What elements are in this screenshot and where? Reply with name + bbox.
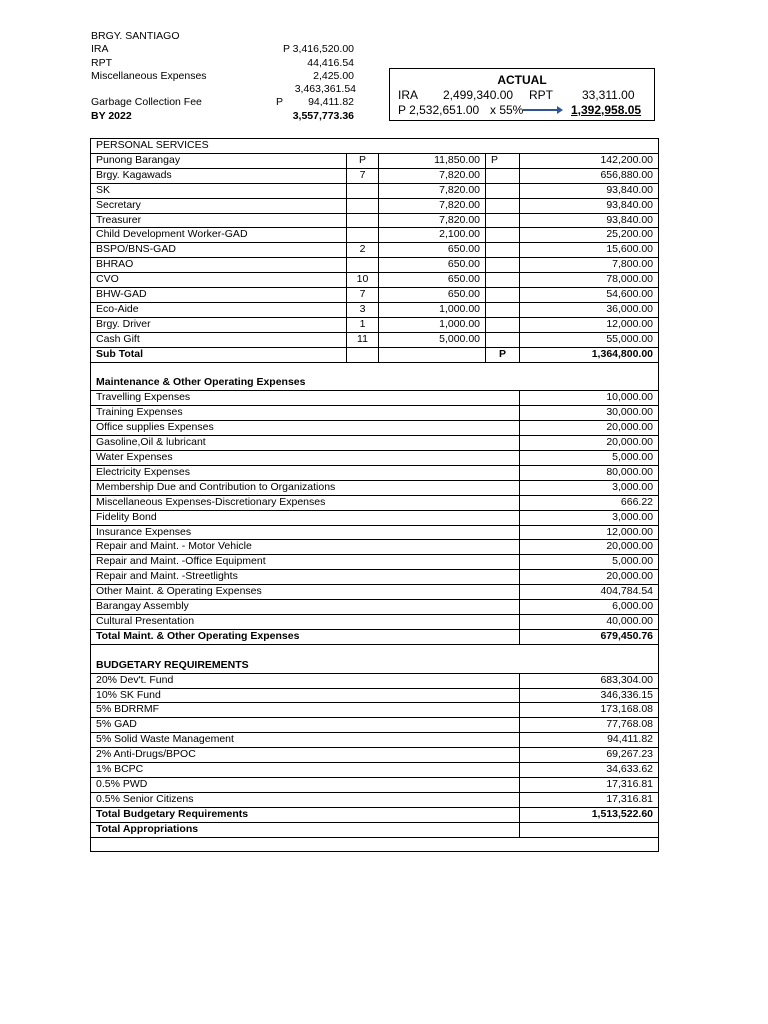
item-amount: 17,316.81 <box>520 792 659 807</box>
item-amount: 93,840.00 <box>520 183 659 198</box>
item-amount: 6,000.00 <box>520 600 659 615</box>
table-row <box>91 465 659 480</box>
item-amount: 656,880.00 <box>520 168 659 183</box>
table-row <box>91 733 659 748</box>
item-rate: 5,000.00 <box>379 332 486 347</box>
item-amount: 77,768.08 <box>520 718 659 733</box>
item-amount: 55,000.00 <box>520 332 659 347</box>
item-rate: 7,820.00 <box>379 168 486 183</box>
item-amount: 20,000.00 <box>520 540 659 555</box>
section-header-mooe <box>91 376 659 390</box>
item-name: Training Expenses <box>91 406 520 421</box>
appropriations-value <box>520 822 659 837</box>
item-amount: 3,000.00 <box>520 480 659 495</box>
item-amount: 36,000.00 <box>520 302 659 317</box>
item-amount: 346,336.15 <box>520 688 659 703</box>
item-qty: 3 <box>347 302 379 317</box>
item-name: Electricity Expenses <box>91 465 520 480</box>
item-qty <box>347 258 379 273</box>
table-row <box>91 555 659 570</box>
item-amount: 12,000.00 <box>520 525 659 540</box>
item-name: Eco-Aide <box>91 302 347 317</box>
item-name: Punong Barangay <box>91 153 347 168</box>
item-name: 2% Anti-Drugs/BPOC <box>91 748 520 763</box>
item-peso <box>486 273 520 288</box>
item-amount: 93,840.00 <box>520 213 659 228</box>
item-qty <box>347 213 379 228</box>
blank-row <box>91 362 659 376</box>
table-row <box>91 495 659 510</box>
blank-cell <box>379 347 486 362</box>
item-amount: 3,000.00 <box>520 510 659 525</box>
item-peso <box>486 302 520 317</box>
item-qty: 10 <box>347 273 379 288</box>
item-qty: 11 <box>347 332 379 347</box>
actual-ira-value: 2,499,340.00 <box>443 88 514 102</box>
table-row <box>91 228 659 243</box>
item-name: Water Expenses <box>91 451 520 466</box>
item-name: Repair and Maint. -Streetlights <box>91 570 520 585</box>
section-header-label: Maintenance & Other Operating Expenses <box>91 376 520 390</box>
rpt-value: 44,416.54 <box>307 56 354 69</box>
table-row <box>91 540 659 555</box>
item-name: 20% Dev't. Fund <box>91 673 520 688</box>
item-name: Child Development Worker-GAD <box>91 228 347 243</box>
item-rate: 1,000.00 <box>379 317 486 332</box>
table-row <box>91 288 659 303</box>
item-amount: 666.22 <box>520 495 659 510</box>
item-amount: 78,000.00 <box>520 273 659 288</box>
item-rate: 7,820.00 <box>379 213 486 228</box>
table-row <box>91 258 659 273</box>
actual-result: 1,392,958.05 <box>571 103 642 117</box>
item-name: CVO <box>91 273 347 288</box>
blank-cell <box>91 362 520 376</box>
item-qty: 7 <box>347 168 379 183</box>
actual-title: ACTUAL <box>497 73 547 87</box>
blank-cell <box>91 644 520 658</box>
blank-cell <box>520 376 659 390</box>
item-amount: 30,000.00 <box>520 406 659 421</box>
table-row <box>91 168 659 183</box>
table-row <box>91 614 659 629</box>
item-qty: 2 <box>347 243 379 258</box>
item-name: Membership Due and Contribution to Organizations <box>91 480 520 495</box>
blank-cell <box>520 644 659 658</box>
blank-cell <box>520 362 659 376</box>
total-value: 1,513,522.60 <box>520 807 659 822</box>
table-row <box>91 198 659 213</box>
item-name: Gasoline,Oil & lubricant <box>91 436 520 451</box>
item-amount: 5,000.00 <box>520 451 659 466</box>
table-row <box>91 302 659 317</box>
table-row <box>91 718 659 733</box>
item-name: Cash Gift <box>91 332 347 347</box>
table-row <box>91 585 659 600</box>
garbage-prefix: P <box>276 96 284 109</box>
item-name: Fidelity Bond <box>91 510 520 525</box>
item-name: Travelling Expenses <box>91 391 520 406</box>
table-row <box>91 243 659 258</box>
misc-label: Miscellaneous Expenses <box>91 69 207 82</box>
item-name: 5% Solid Waste Management <box>91 733 520 748</box>
item-peso <box>486 228 520 243</box>
appropriations-row <box>91 822 659 837</box>
item-name: BHW-GAD <box>91 288 347 303</box>
item-name: Barangay Assembly <box>91 600 520 615</box>
rpt-label: RPT <box>91 56 112 69</box>
table-row <box>91 673 659 688</box>
item-amount: 15,600.00 <box>520 243 659 258</box>
item-rate: 650.00 <box>379 273 486 288</box>
table-row <box>91 777 659 792</box>
item-amount: 20,000.00 <box>520 570 659 585</box>
actual-total-value: P 2,532,651.00 <box>398 103 480 117</box>
brgy-name: BRGY. SANTIAGO <box>91 30 180 42</box>
item-amount: 7,800.00 <box>520 258 659 273</box>
actual-rpt-value: 33,311.00 <box>582 88 635 102</box>
item-peso <box>486 168 520 183</box>
blank-cell <box>520 659 659 673</box>
table-row <box>91 273 659 288</box>
item-peso <box>486 243 520 258</box>
item-amount: 93,840.00 <box>520 198 659 213</box>
item-amount: 12,000.00 <box>520 317 659 332</box>
item-rate: 2,100.00 <box>379 228 486 243</box>
item-rate: 650.00 <box>379 243 486 258</box>
item-name: Repair and Maint. - Motor Vehicle <box>91 540 520 555</box>
item-amount: 20,000.00 <box>520 436 659 451</box>
item-peso <box>486 317 520 332</box>
item-name: Cultural Presentation <box>91 614 520 629</box>
table-row <box>91 792 659 807</box>
item-name: Office supplies Expenses <box>91 421 520 436</box>
item-amount: 54,600.00 <box>520 288 659 303</box>
subtotal-row <box>91 347 659 362</box>
table-row <box>91 570 659 585</box>
item-name: 0.5% Senior Citizens <box>91 792 520 807</box>
garbage-label: Garbage Collection Fee <box>91 96 202 109</box>
item-name: Other Maint. & Operating Expenses <box>91 585 520 600</box>
table-row <box>91 600 659 615</box>
item-amount: 80,000.00 <box>520 465 659 480</box>
blank-row <box>91 837 659 852</box>
ira-label: IRA <box>91 43 109 56</box>
blank-row <box>91 644 659 658</box>
item-peso <box>486 198 520 213</box>
item-amount: 404,784.54 <box>520 585 659 600</box>
item-name: Brgy. Kagawads <box>91 168 347 183</box>
table-row <box>91 332 659 347</box>
garbage-value: 94,411.82 <box>308 96 354 109</box>
table-row <box>91 480 659 495</box>
item-qty <box>347 183 379 198</box>
by-label: BY 2022 <box>91 109 132 122</box>
item-name: Secretary <box>91 198 347 213</box>
table-row <box>91 451 659 466</box>
item-rate: 1,000.00 <box>379 302 486 317</box>
item-name: 0.5% PWD <box>91 777 520 792</box>
item-peso <box>486 258 520 273</box>
item-amount: 173,168.08 <box>520 703 659 718</box>
section-header-budgetary <box>91 659 659 673</box>
table-row <box>91 153 659 168</box>
ira-value: P 3,416,520.00 <box>282 43 354 56</box>
item-name: Treasurer <box>91 213 347 228</box>
table-row <box>91 406 659 421</box>
actual-rpt-label: RPT <box>529 88 553 102</box>
item-name: Repair and Maint. -Office Equipment <box>91 555 520 570</box>
item-qty <box>347 228 379 243</box>
item-peso: P <box>486 153 520 168</box>
item-amount: 40,000.00 <box>520 614 659 629</box>
table-row <box>91 510 659 525</box>
table-row <box>91 213 659 228</box>
budget-table <box>90 138 659 852</box>
item-amount: 5,000.00 <box>520 555 659 570</box>
item-peso <box>486 213 520 228</box>
item-amount: 25,200.00 <box>520 228 659 243</box>
table-row <box>91 391 659 406</box>
item-amount: 17,316.81 <box>520 777 659 792</box>
item-amount: 34,633.62 <box>520 763 659 778</box>
item-rate: 7,820.00 <box>379 183 486 198</box>
item-amount: 142,200.00 <box>520 153 659 168</box>
by-value: 3,557,773.36 <box>292 109 354 122</box>
item-name: BHRAO <box>91 258 347 273</box>
subtotal-value: 3,463,361.54 <box>294 83 356 96</box>
table-row <box>91 688 659 703</box>
item-rate: 7,820.00 <box>379 198 486 213</box>
item-peso <box>486 183 520 198</box>
section-header-label: BUDGETARY REQUIREMENTS <box>91 659 520 673</box>
table-row <box>91 421 659 436</box>
total-value: 679,450.76 <box>520 629 659 644</box>
table-row <box>91 748 659 763</box>
arrow-right-icon <box>523 109 561 111</box>
item-rate: 11,850.00 <box>379 153 486 168</box>
section-header-personal-services <box>91 139 659 154</box>
actual-percent: x 55% <box>490 103 524 117</box>
item-qty <box>347 198 379 213</box>
total-label: Total Maint. & Other Operating Expenses <box>91 629 520 644</box>
item-qty: 1 <box>347 317 379 332</box>
actual-box <box>389 68 655 121</box>
table-row <box>91 525 659 540</box>
item-amount: 69,267.23 <box>520 748 659 763</box>
item-name: SK <box>91 183 347 198</box>
item-peso <box>486 288 520 303</box>
item-name: 5% BDRRMF <box>91 703 520 718</box>
table-row <box>91 183 659 198</box>
header-summary <box>91 30 371 123</box>
item-amount: 20,000.00 <box>520 421 659 436</box>
item-amount: 94,411.82 <box>520 733 659 748</box>
item-name: BSPO/BNS-GAD <box>91 243 347 258</box>
item-name: 1% BCPC <box>91 763 520 778</box>
actual-ira-label: IRA <box>398 88 419 102</box>
item-name: Brgy. Driver <box>91 317 347 332</box>
section-header-label: PERSONAL SERVICES <box>91 139 659 154</box>
appropriations-label: Total Appropriations <box>91 822 520 837</box>
total-row <box>91 807 659 822</box>
blank-cell <box>347 347 379 362</box>
item-rate: 650.00 <box>379 258 486 273</box>
subtotal-peso: P <box>486 347 520 362</box>
subtotal-value: 1,364,800.00 <box>520 347 659 362</box>
table-row <box>91 763 659 778</box>
item-rate: 650.00 <box>379 288 486 303</box>
item-amount: 683,304.00 <box>520 673 659 688</box>
item-name: 5% GAD <box>91 718 520 733</box>
item-qty: P <box>347 153 379 168</box>
item-amount: 10,000.00 <box>520 391 659 406</box>
subtotal-label: Sub Total <box>91 347 347 362</box>
total-label: Total Budgetary Requirements <box>91 807 520 822</box>
table-row <box>91 703 659 718</box>
total-row <box>91 629 659 644</box>
table-row <box>91 317 659 332</box>
table-row <box>91 436 659 451</box>
item-peso <box>486 332 520 347</box>
item-name: Insurance Expenses <box>91 525 520 540</box>
item-name: Miscellaneous Expenses-Discretionary Expenses <box>91 495 520 510</box>
item-name: 10% SK Fund <box>91 688 520 703</box>
misc-value: 2,425.00 <box>313 69 354 82</box>
blank-cell <box>91 837 659 852</box>
item-qty: 7 <box>347 288 379 303</box>
